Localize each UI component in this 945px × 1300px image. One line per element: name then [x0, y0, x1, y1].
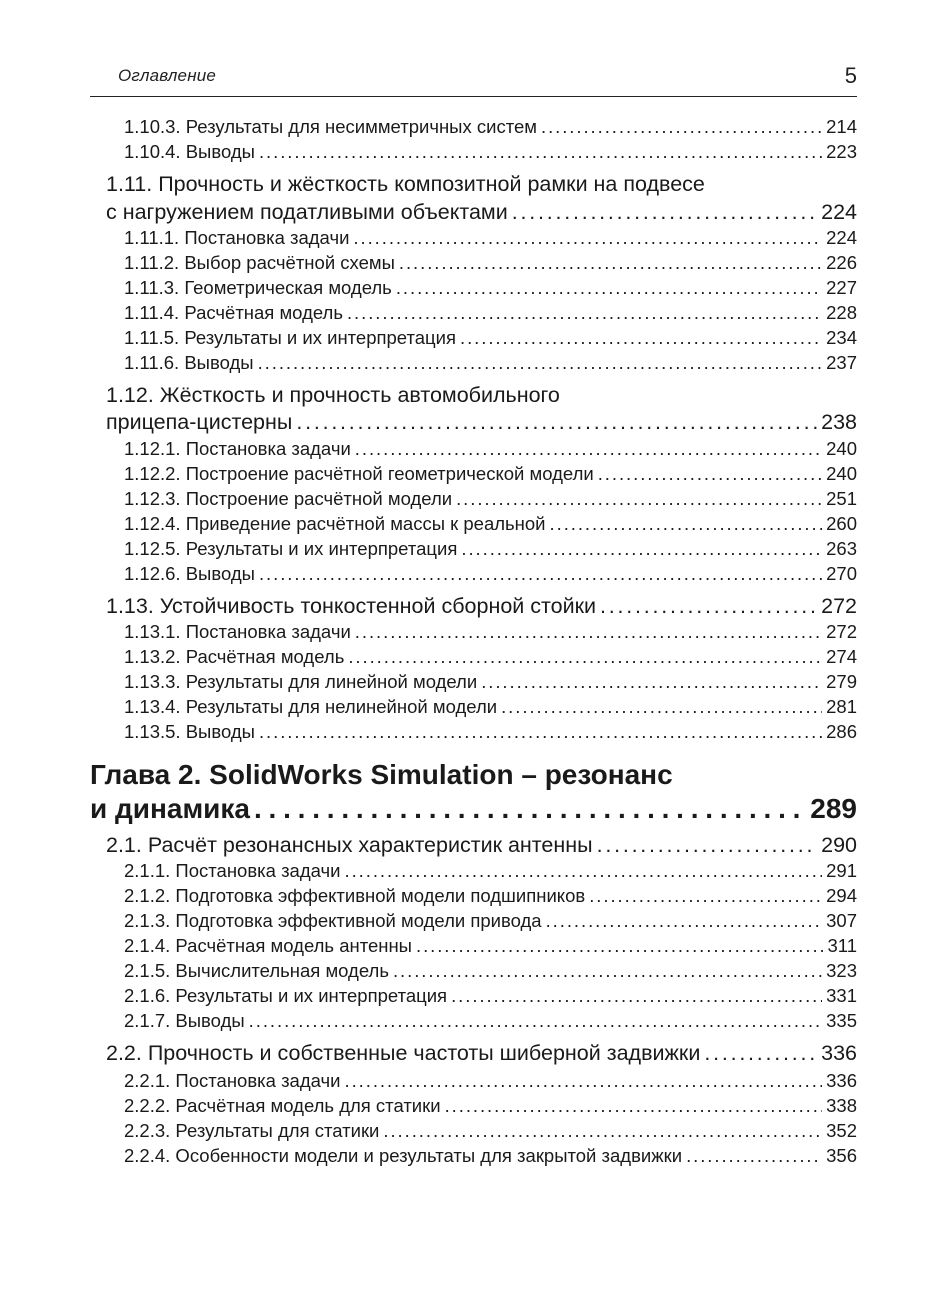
toc-entry-2-2-1[interactable] [124, 1070, 857, 1094]
toc-entry-page: 279 [826, 671, 857, 692]
toc-leader-dots [345, 1070, 823, 1092]
toc-leader-dots [598, 463, 822, 485]
toc-entry-title: 1.12.1. Постановка задачи [124, 438, 351, 459]
toc-entry-title: 1.13. Устойчивость тонкостенной сборной стойки [106, 594, 597, 618]
toc-entry-1-13-3[interactable] [124, 671, 857, 695]
toc-leader-dots [254, 793, 806, 825]
toc-entry-page: 311 [827, 935, 857, 956]
toc-entry-title: 2.1.7. Выводы [124, 1010, 245, 1031]
toc-leader-dots [258, 352, 823, 374]
toc-leader-dots [445, 1095, 823, 1117]
toc-leader-dots [541, 116, 822, 138]
toc-leader-dots [416, 935, 824, 957]
toc-leader-dots [600, 594, 817, 619]
toc-entry-title: с нагружением податливыми объектами [106, 200, 508, 224]
toc-entry-title: 1.12.2. Построение расчётной геометрической модели [124, 463, 594, 484]
toc-leader-dots [347, 302, 822, 324]
toc-entry-page: 214 [826, 116, 857, 137]
toc-entry-1-11-5[interactable] [124, 327, 857, 351]
toc-entry-page: 290 [821, 833, 857, 857]
toc-entry-1-11-4[interactable] [124, 302, 857, 326]
toc-leader-dots [249, 1010, 822, 1032]
toc-entry-1-12-1[interactable] [124, 438, 857, 462]
toc-entry-1-10-4[interactable] [124, 141, 857, 165]
toc-entry-title: прицепа-цистерны [106, 410, 293, 434]
toc-entry-page: 228 [826, 302, 857, 323]
toc-entry-page: 240 [826, 438, 857, 459]
toc-entry-page: 240 [826, 463, 857, 484]
toc-entry-2-1-7[interactable] [124, 1010, 857, 1034]
toc-entry-2-1-1[interactable] [124, 860, 857, 884]
toc-entry-page: 224 [821, 200, 857, 224]
toc-entry-title: 1.12.3. Построение расчётной модели [124, 488, 453, 509]
toc-entry-title: 2.2. Прочность и собственные частоты шиберной задвижки [106, 1041, 701, 1065]
toc-entry-1-13-1[interactable] [124, 621, 857, 645]
toc-leader-dots [353, 227, 822, 249]
toc-leader-dots [589, 885, 822, 907]
toc-entry-page: 227 [826, 277, 857, 298]
toc-leader-dots [481, 671, 822, 693]
toc-entry-page: 226 [826, 252, 857, 273]
toc-entry-2-1-4[interactable] [124, 935, 857, 959]
toc-entry-page: 270 [826, 563, 857, 584]
toc-section-2-1[interactable] [106, 833, 857, 861]
toc-leader-dots [259, 563, 822, 585]
toc-entry-page: 338 [826, 1095, 857, 1116]
running-header [90, 60, 857, 97]
toc-chapter-2-line1[interactable]: Глава 2. SolidWorks Simulation – резонанс [90, 759, 673, 790]
toc-chapter-2[interactable] [90, 793, 857, 829]
toc-leader-dots [296, 410, 817, 435]
toc-section-2-2[interactable] [106, 1041, 857, 1069]
toc-entry-1-11-6[interactable] [124, 352, 857, 376]
toc-entry-page: 237 [826, 352, 857, 373]
toc-section-1-11[interactable] [106, 200, 857, 228]
toc-leader-dots [550, 513, 823, 535]
toc-leader-dots [259, 721, 822, 743]
toc-entry-title: 1.12.5. Результаты и их интерпретация [124, 538, 458, 559]
toc-entry-1-12-6[interactable] [124, 563, 857, 587]
toc-entry-page: 294 [826, 885, 857, 906]
toc-entry-title: 1.13.1. Постановка задачи [124, 621, 351, 642]
toc-leader-dots [704, 1041, 817, 1066]
toc-entry-2-1-5[interactable] [124, 960, 857, 984]
toc-entry-title: 1.11.4. Расчётная модель [124, 302, 343, 323]
toc-leader-dots [456, 488, 822, 510]
toc-entry-title: 2.2.3. Результаты для статики [124, 1120, 380, 1141]
toc-chapter-page: 289 [810, 793, 857, 824]
toc-entry-page: 238 [821, 410, 857, 434]
toc-entry-1-13-2[interactable] [124, 646, 857, 670]
toc-leader-dots [597, 833, 818, 858]
toc-entry-page: 331 [826, 985, 857, 1006]
toc-entry-title: 2.1.4. Расчётная модель антенны [124, 935, 412, 956]
toc-entry-1-10-3[interactable] [124, 116, 857, 140]
toc-entry-2-1-6[interactable] [124, 985, 857, 1009]
toc-entry-page: 251 [826, 488, 857, 509]
toc-entry-title: 2.2.1. Постановка задачи [124, 1070, 341, 1091]
toc-section-1-13[interactable] [106, 594, 857, 622]
toc-entry-page: 323 [826, 960, 857, 981]
toc-entry-page: 260 [826, 513, 857, 534]
toc-leader-dots [451, 985, 822, 1007]
toc-entry-title: 1.10.4. Выводы [124, 141, 255, 162]
toc-entry-title: 2.1.2. Подготовка эффективной модели подшипников [124, 885, 586, 906]
toc-entry-title: 1.10.3. Результаты для несимметричных систем [124, 116, 537, 137]
toc-leader-dots [345, 860, 823, 882]
toc-entry-1-11-2[interactable] [124, 252, 857, 276]
toc-entry-title: 2.1.5. Вычислительная модель [124, 960, 389, 981]
toc-leader-dots [393, 960, 822, 982]
toc-entry-page: 356 [826, 1145, 857, 1166]
toc-entry-page: 291 [826, 860, 857, 881]
toc-entry-title: 1.11.6. Выводы [124, 352, 254, 373]
toc-entry-page: 307 [826, 910, 857, 931]
toc-entry-2-2-3[interactable] [124, 1120, 857, 1144]
toc-entry-2-1-3[interactable] [124, 910, 857, 934]
toc-entry-1-12-2[interactable] [124, 463, 857, 487]
toc-entry-1-13-4[interactable] [124, 696, 857, 720]
toc-entry-1-12-3[interactable] [124, 488, 857, 512]
toc-leader-dots [501, 696, 822, 718]
toc-entry-title: 2.2.4. Особенности модели и результаты для закрытой задвижки [124, 1145, 683, 1166]
toc-entry-title: 1.13.4. Результаты для нелинейной модели [124, 696, 498, 717]
toc-entry-title: 1.12.4. Приведение расчётной массы к реальной [124, 513, 546, 534]
toc-entry-1-12-4[interactable] [124, 513, 857, 537]
toc-leader-dots [512, 200, 817, 225]
toc-entry-title: 1.11.5. Результаты и их интерпретация [124, 327, 456, 348]
toc-entry-title: 1.12.6. Выводы [124, 563, 255, 584]
toc-entry-2-1-2[interactable] [124, 885, 857, 909]
toc-leader-dots [686, 1145, 822, 1167]
toc-entry-page: 352 [826, 1120, 857, 1141]
toc-leader-dots [259, 141, 822, 163]
toc-entry-page: 286 [826, 721, 857, 742]
toc-entry-title: 1.11.2. Выбор расчётной схемы [124, 252, 395, 273]
toc-entry-page: 281 [826, 696, 857, 717]
toc-entry-2-2-4[interactable] [124, 1145, 857, 1169]
toc-entry-2-2-2[interactable] [124, 1095, 857, 1119]
toc-entry-1-12-5[interactable] [124, 538, 857, 562]
toc-entry-title: 2.2.2. Расчётная модель для статики [124, 1095, 441, 1116]
toc-entry-title: 2.1. Расчёт резонансных характеристик антенны [106, 833, 593, 857]
toc-leader-dots [460, 327, 822, 349]
toc-entry-title: 1.11.1. Постановка задачи [124, 227, 350, 248]
toc-entry-1-11-3[interactable] [124, 277, 857, 301]
toc-entry-title: 2.1.1. Постановка задачи [124, 860, 341, 881]
toc-entry-page: 234 [826, 327, 857, 348]
toc-entry-title: 1.13.2. Расчётная модель [124, 646, 345, 667]
toc-entry-page: 336 [821, 1041, 857, 1065]
toc-entry-page: 272 [826, 621, 857, 642]
toc-leader-dots [348, 646, 822, 668]
toc-leader-dots [383, 1120, 822, 1142]
toc-leader-dots [396, 277, 822, 299]
toc-entry-page: 224 [826, 227, 857, 248]
toc-entry-page: 223 [826, 141, 857, 162]
toc-entry-page: 336 [826, 1070, 857, 1091]
toc-entry-title: 2.1.6. Результаты и их интерпретация [124, 985, 448, 1006]
toc-section-1-11-line1[interactable]: 1.11. Прочность и жёсткость композитной рамки на подвесе [106, 172, 705, 196]
toc-leader-dots [546, 910, 823, 932]
toc-entry-title: 2.1.3. Подготовка эффективной модели привода [124, 910, 542, 931]
toc-section-1-12-line1[interactable]: 1.12. Жёсткость и прочность автомобильного [106, 383, 560, 407]
toc-entry-page: 263 [826, 538, 857, 559]
running-header-title: Оглавление [118, 66, 217, 85]
toc-entry-1-13-5[interactable] [124, 721, 857, 745]
toc-entry-page: 335 [826, 1010, 857, 1031]
toc-leader-dots [461, 538, 822, 560]
toc-entry-page: 274 [826, 646, 857, 667]
toc-entry-title: 1.13.3. Результаты для линейной модели [124, 671, 478, 692]
toc-entry-title: 1.11.3. Геометрическая модель [124, 277, 392, 298]
toc-section-1-12[interactable] [106, 410, 857, 438]
page-number: 5 [844, 63, 857, 88]
toc-leader-dots [399, 252, 822, 274]
toc-entry-title: 1.13.5. Выводы [124, 721, 255, 742]
toc-leader-dots [355, 438, 822, 460]
toc-chapter-title: и динамика [90, 793, 250, 824]
toc-entry-page: 272 [821, 594, 857, 618]
toc-entry-1-11-1[interactable] [124, 227, 857, 251]
toc-leader-dots [355, 621, 822, 643]
